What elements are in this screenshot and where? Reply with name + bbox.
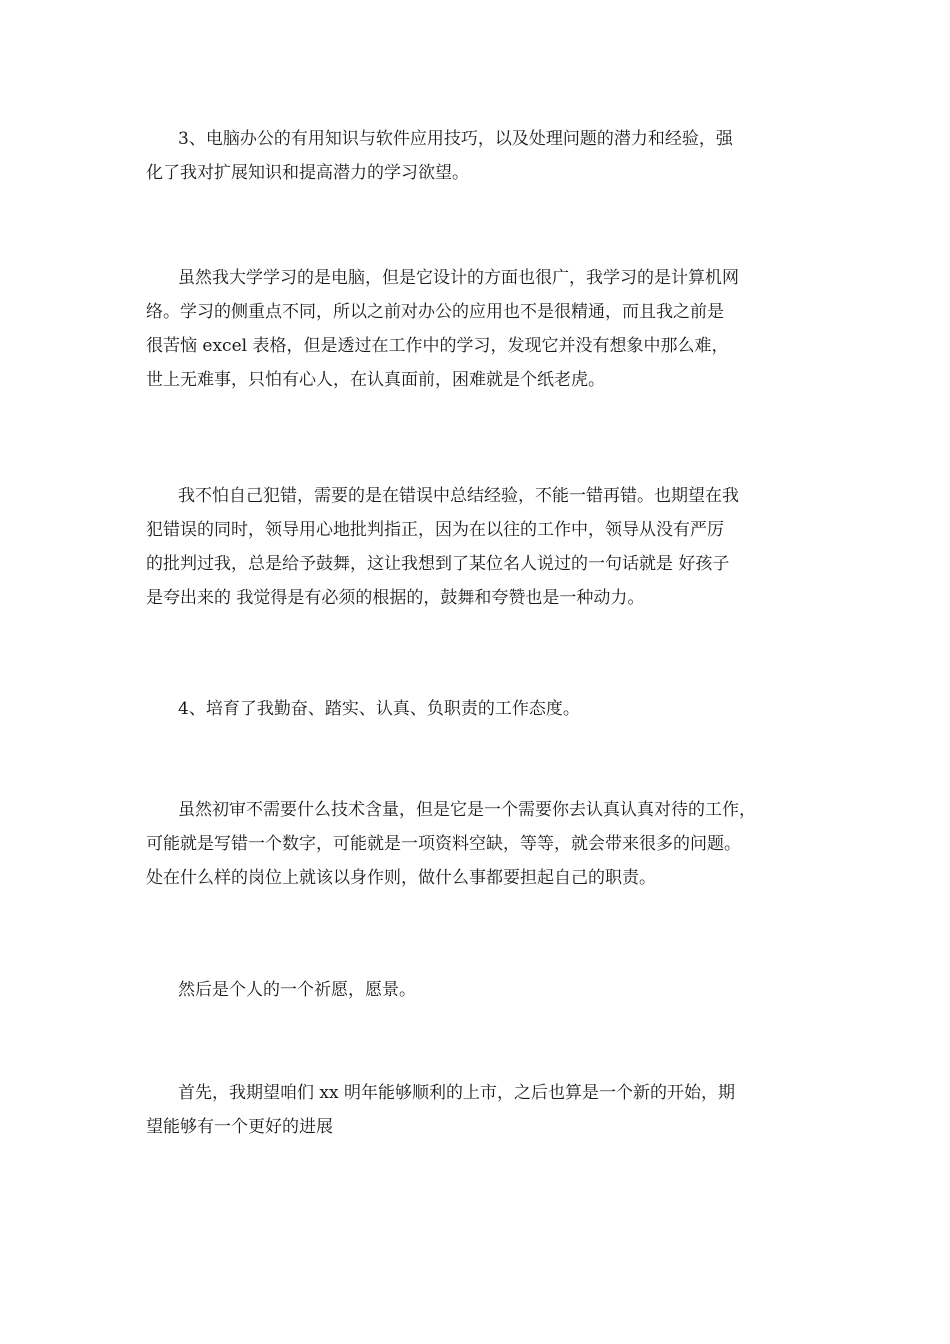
paragraph-review-work xyxy=(146,793,811,895)
text-line: 然后是个人的一个祈愿，愿景。 xyxy=(178,980,416,1000)
text-line: 化了我对扩展知识和提高潜力的学习欲望。 xyxy=(146,163,469,183)
text-line: 世上无难事，只怕有心人，在认真面前，困难就是个纸老虎。 xyxy=(146,370,605,390)
text-line: 络。学习的侧重点不同，所以之前对办公的应用也不是很精通，而且我之前是 xyxy=(146,302,724,322)
text-line: 很苦恼 excel 表格，但是透过在工作中的学习，发现它并没有想象中那么难， xyxy=(146,336,729,356)
paragraph-wish-intro xyxy=(146,973,811,1007)
text-line: 的批判过我，总是给予鼓舞，这让我想到了某位名人说过的一句话就是 好孩子 xyxy=(146,554,730,574)
paragraph-computer-study xyxy=(146,261,811,397)
text-line: 4、培育了我勤奋、踏实、认真、负职责的工作态度。 xyxy=(178,699,580,719)
text-line: 虽然初审不需要什么技术含量，但是它是一个需要你去认真认真对待的工作， xyxy=(178,800,756,820)
paragraph-mistakes xyxy=(146,479,811,615)
paragraph-attitude-heading xyxy=(146,692,811,726)
text-line: 虽然我大学学习的是电脑，但是它设计的方面也很广，我学习的是计算机网 xyxy=(178,268,739,288)
paragraph-wish-listing xyxy=(146,1076,811,1144)
text-line: 我不怕自己犯错，需要的是在错误中总结经验，不能一错再错。也期望在我 xyxy=(178,486,739,506)
text-line: 首先，我期望咱们 xx 明年能够顺利的上市，之后也算是一个新的开始，期 xyxy=(178,1083,735,1103)
text-line: 3、电脑办公的有用知识与软件应用技巧，以及处理问题的潜力和经验，强 xyxy=(178,129,733,149)
text-line: 是夸出来的 我觉得是有必须的根据的，鼓舞和夸赞也是一种动力。 xyxy=(146,588,645,608)
paragraph-skills xyxy=(146,122,811,190)
text-line: 处在什么样的岗位上就该以身作则，做什么事都要担起自己的职责。 xyxy=(146,868,656,888)
text-line: 可能就是写错一个数字，可能就是一项资料空缺，等等，就会带来很多的问题。 xyxy=(146,834,741,854)
text-line: 犯错误的同时，领导用心地批判指正，因为在以往的工作中，领导从没有严厉 xyxy=(146,520,724,540)
text-line: 望能够有一个更好的进展 xyxy=(146,1117,333,1137)
